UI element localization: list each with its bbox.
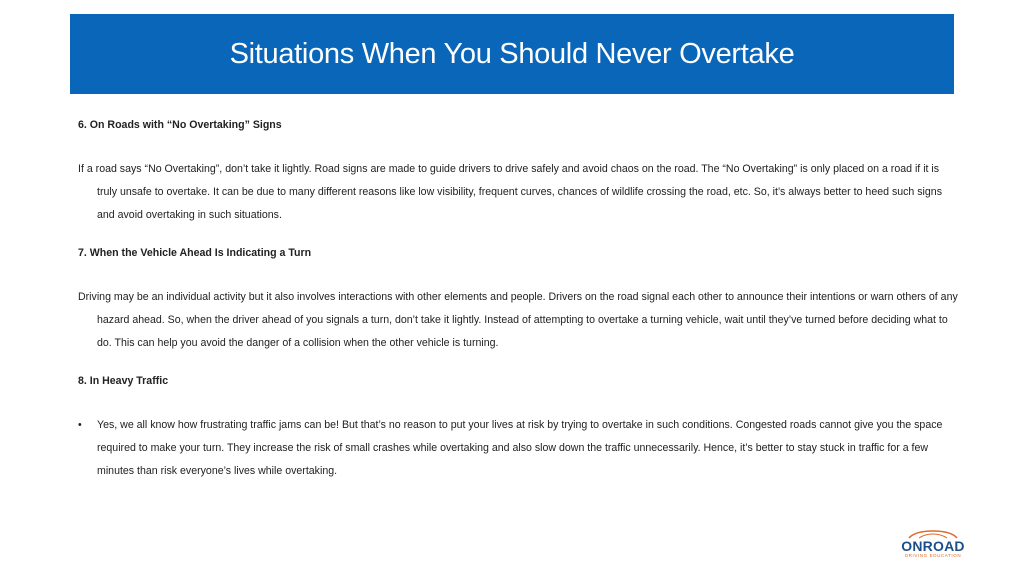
section-text-7: Driving may be an individual activity but it also involves interactions with other elements and people. Drivers on the road signal each other to announce their intentions or warn others of any hazard ahead. So, when the driver ahead of you signals a turn, don’t take it lightly. Instead of attempting to overtake a turning vehicle, wait until they’ve turned before deciding what to do. This can help you avoid the danger of a collision when the other vehicle is turning. [78, 291, 958, 349]
logo-tagline: DRIVING EDUCATION [904, 553, 962, 558]
bullet-marker: • [78, 419, 82, 431]
bullet-item [78, 414, 958, 483]
section-text-8: Yes, we all know how frustrating traffic jams can be! But that’s no reason to put your lives at risk by trying to overtake in such conditions. Congested roads cannot give you the space required to make your turn. They increase the risk of small crashes while overtaking and also slow down the traffic unnecessarily. Hence, it’s better to stay stuck in traffic for a few minutes than risk everyone’s lives while overtaking. [97, 419, 943, 477]
section-text-6: If a road says “No Overtaking”, don’t take it lightly. Road signs are made to guide drivers to drive safely and avoid chaos on the road. The “No Overtaking” is only placed on a road if it is truly unsafe to overtake. It can be due to many different reasons like low visibility, frequent curves, chances of wildlife crossing the road, etc. So, it’s always better to heed such signs and avoid overtaking in such situations. [78, 163, 942, 221]
section-heading-6: 6. On Roads with “No Overtaking” Signs [78, 119, 282, 131]
section-heading-8: 8. In Heavy Traffic [78, 375, 169, 387]
logo-wordmark: ONROAD [901, 538, 965, 554]
onroad-logo [893, 530, 973, 564]
slide-title: Situations When You Should Never Overtake [229, 37, 795, 70]
slide-body [78, 117, 958, 483]
section-heading-7: 7. When the Vehicle Ahead Is Indicating a Turn [78, 247, 312, 259]
title-banner [70, 14, 954, 94]
